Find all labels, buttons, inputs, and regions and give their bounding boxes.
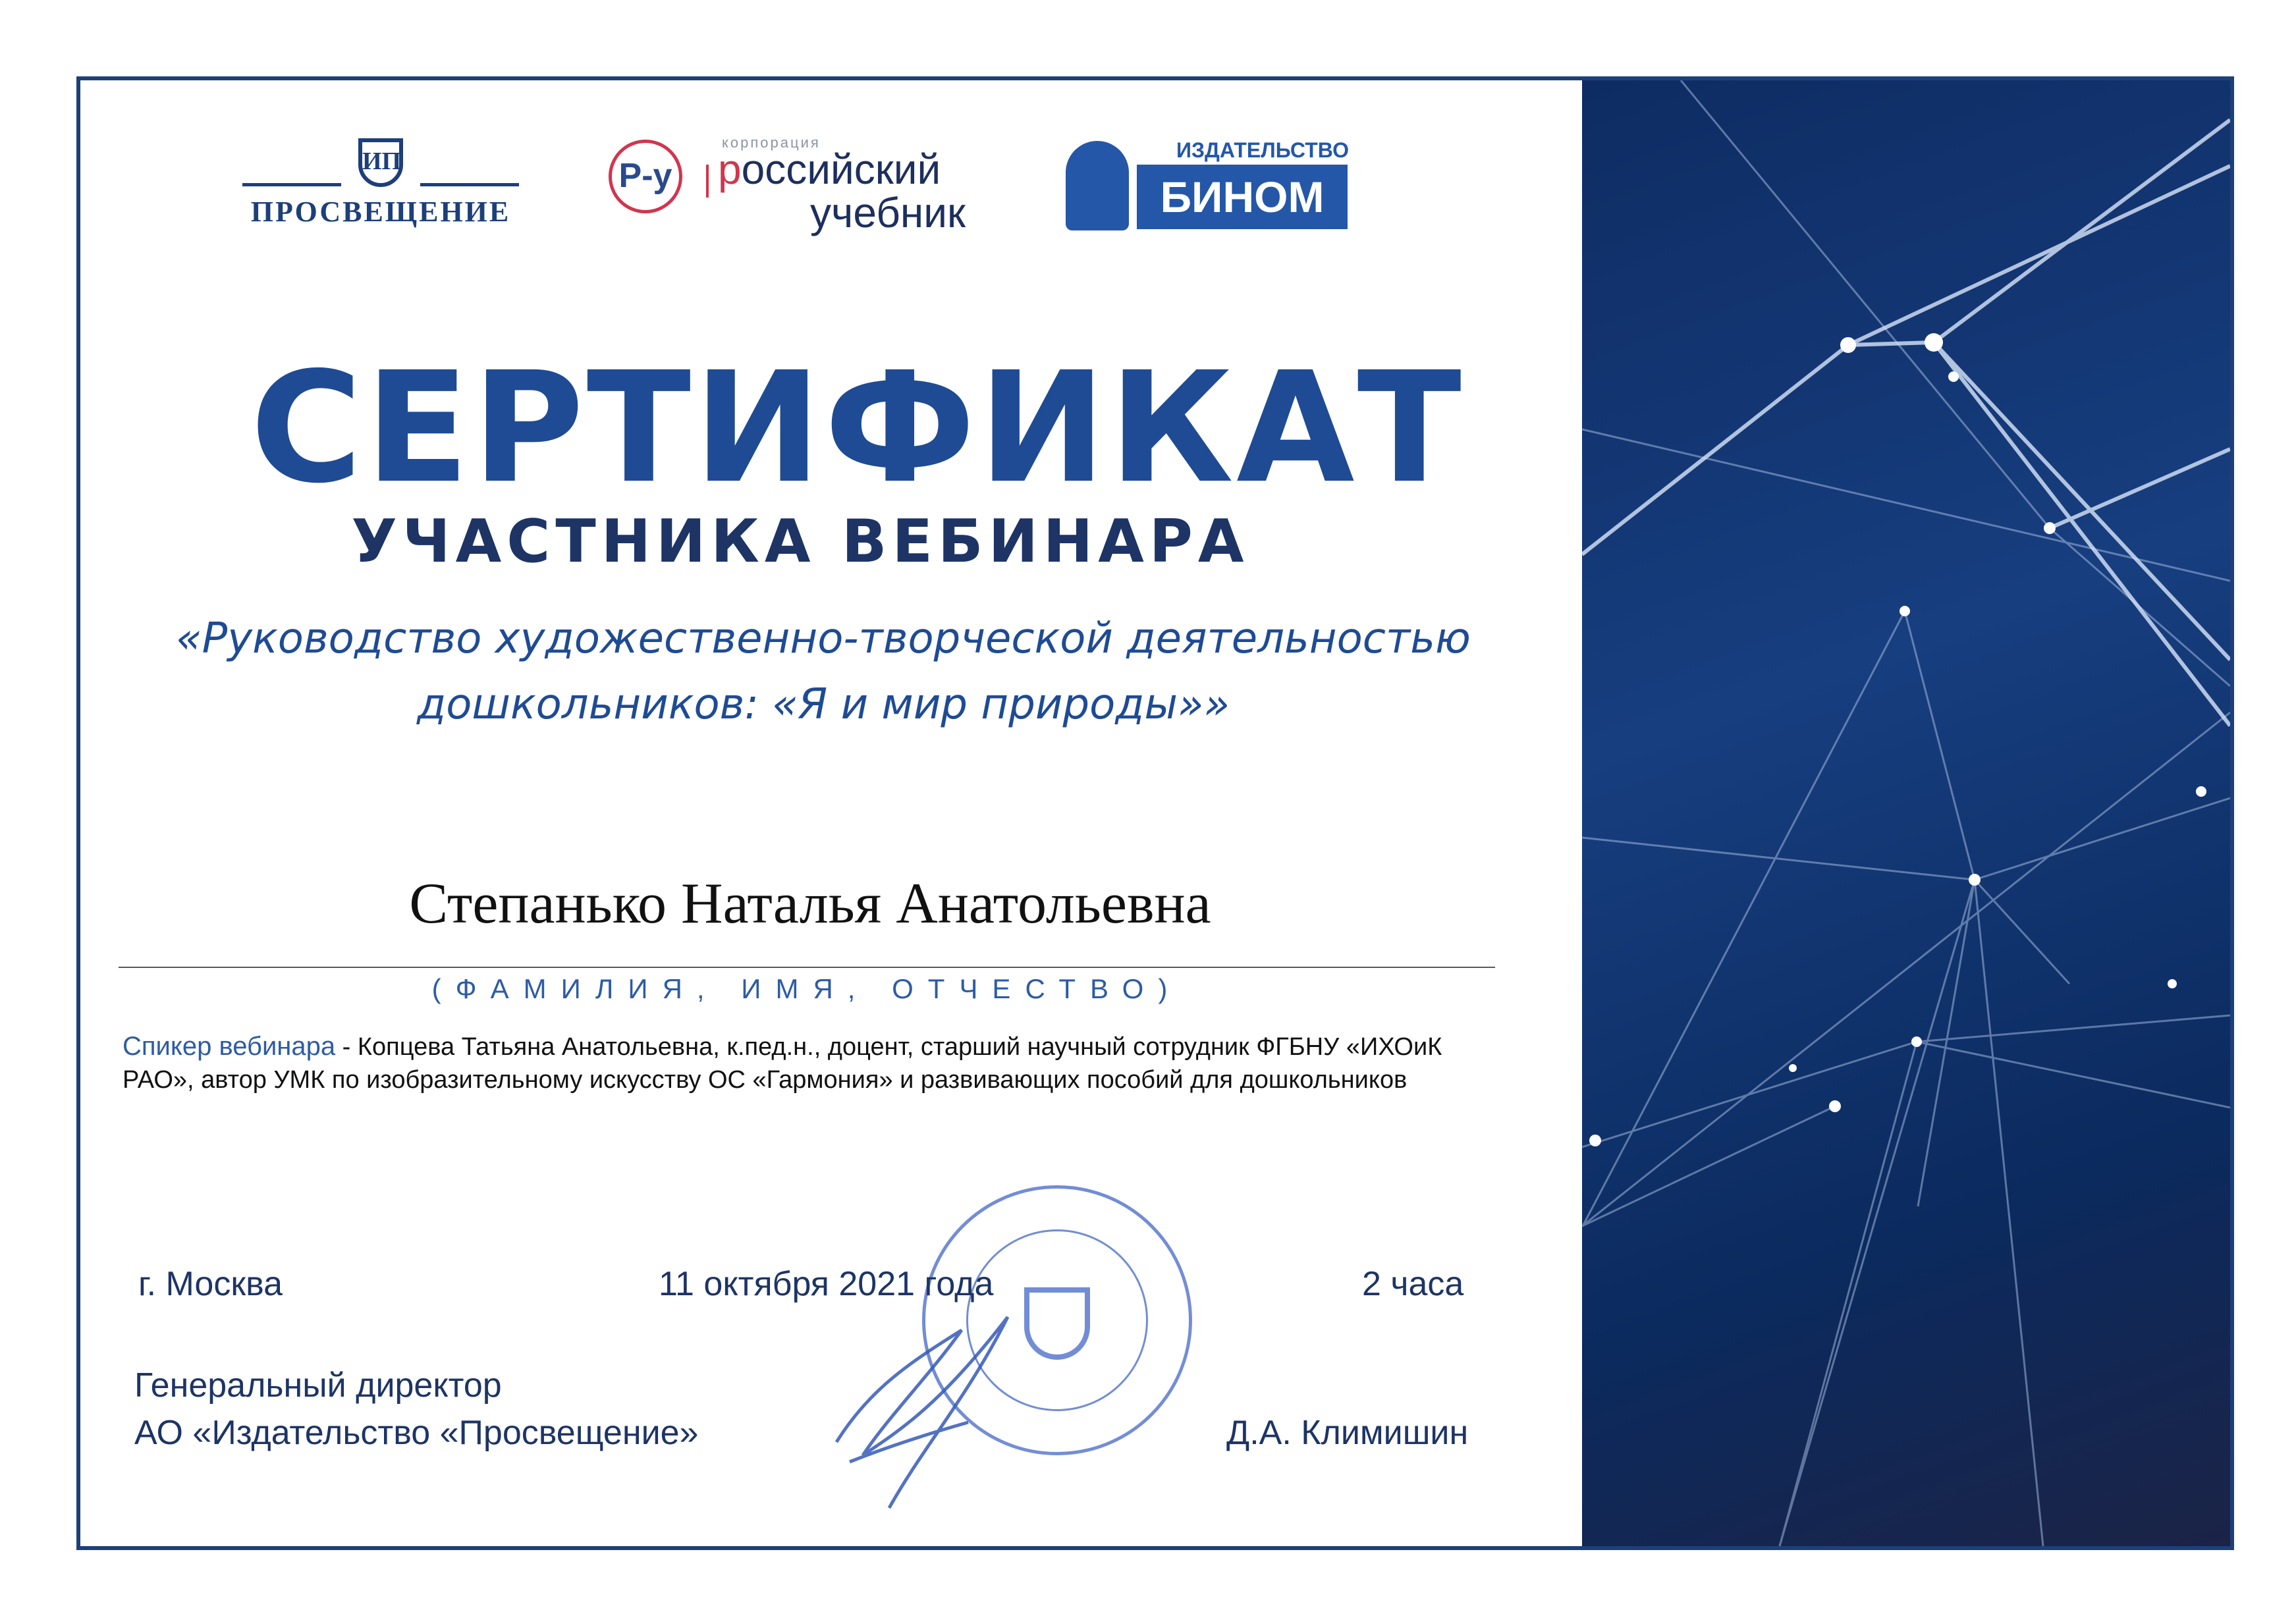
speaker-text: - Копцева Татьяна Анатольевна, к.пед.н., доцент, старший научный сотрудник ФГБНУ «ИХОиК РАО», автор УМК по изобразительному искусству ОС «Гармония» и развивающих пособий для дошкольников — [123, 1033, 1442, 1094]
director-title: Генеральный директор — [134, 1366, 502, 1405]
handwritten-signature — [810, 1291, 1047, 1528]
ros-uchebnik-line1 — [718, 148, 941, 191]
name-caption: (ФАМИЛИЯ, ИМЯ, ОТЧЕСТВО) — [431, 973, 1182, 1004]
prosveshchenie-logo-text: ПРОСВЕЩЕНИЕ — [250, 196, 511, 228]
ros-uchebnik-mark-icon: Р-у — [609, 140, 682, 213]
ros-uchebnik-first-letter: р — [718, 146, 742, 193]
ros-uchebnik-line1-rest: оссийский — [741, 146, 941, 193]
logo-bar-right — [420, 183, 519, 186]
city: г. Москва — [138, 1265, 283, 1303]
binom-logo — [1060, 136, 1350, 234]
webinar-title-line2: дошкольников: «Я и мир природы»» — [417, 680, 1230, 729]
binom-top-text: ИЗДАТЕЛЬСТВО — [1176, 138, 1349, 162]
certificate-title: СЕРТИФИКАТ — [250, 339, 1464, 517]
prosveshchenie-emblem-icon: ИП — [358, 138, 403, 187]
director-org: АО «Издательство «Просвещение» — [134, 1414, 699, 1452]
speaker-info — [123, 1030, 1512, 1096]
binom-main-text: БИНОМ — [1137, 165, 1348, 229]
name-underline — [119, 967, 1495, 968]
logo-bar-left — [242, 183, 341, 186]
webinar-title-line1: «Руководство художественно-творческой деятельностью — [176, 614, 1471, 663]
speaker-label: Спикер вебинара — [123, 1032, 336, 1061]
hours: 2 часа — [1362, 1265, 1464, 1303]
date: 11 октября 2021 года — [659, 1265, 994, 1303]
signer-name: Д.А. Климишин — [1226, 1414, 1469, 1452]
logo-divider — [706, 165, 709, 198]
webinar-title — [99, 606, 1548, 738]
seated-figure-icon — [1066, 141, 1129, 230]
prosveshchenie-logo — [242, 132, 519, 230]
ros-uchebnik-line2: учебник — [810, 189, 966, 236]
ros-uchebnik-small-text: корпорация — [722, 134, 821, 151]
ros-uchebnik-logo — [606, 125, 988, 237]
network-decoration-panel — [1582, 80, 2230, 1546]
certificate-subtitle: УЧАСТНИКА ВЕБИНАРА — [351, 507, 1249, 576]
participant-name: Степанько Наталья Анатольевна — [409, 872, 1211, 936]
network-lines-graphic — [1582, 80, 2230, 1546]
